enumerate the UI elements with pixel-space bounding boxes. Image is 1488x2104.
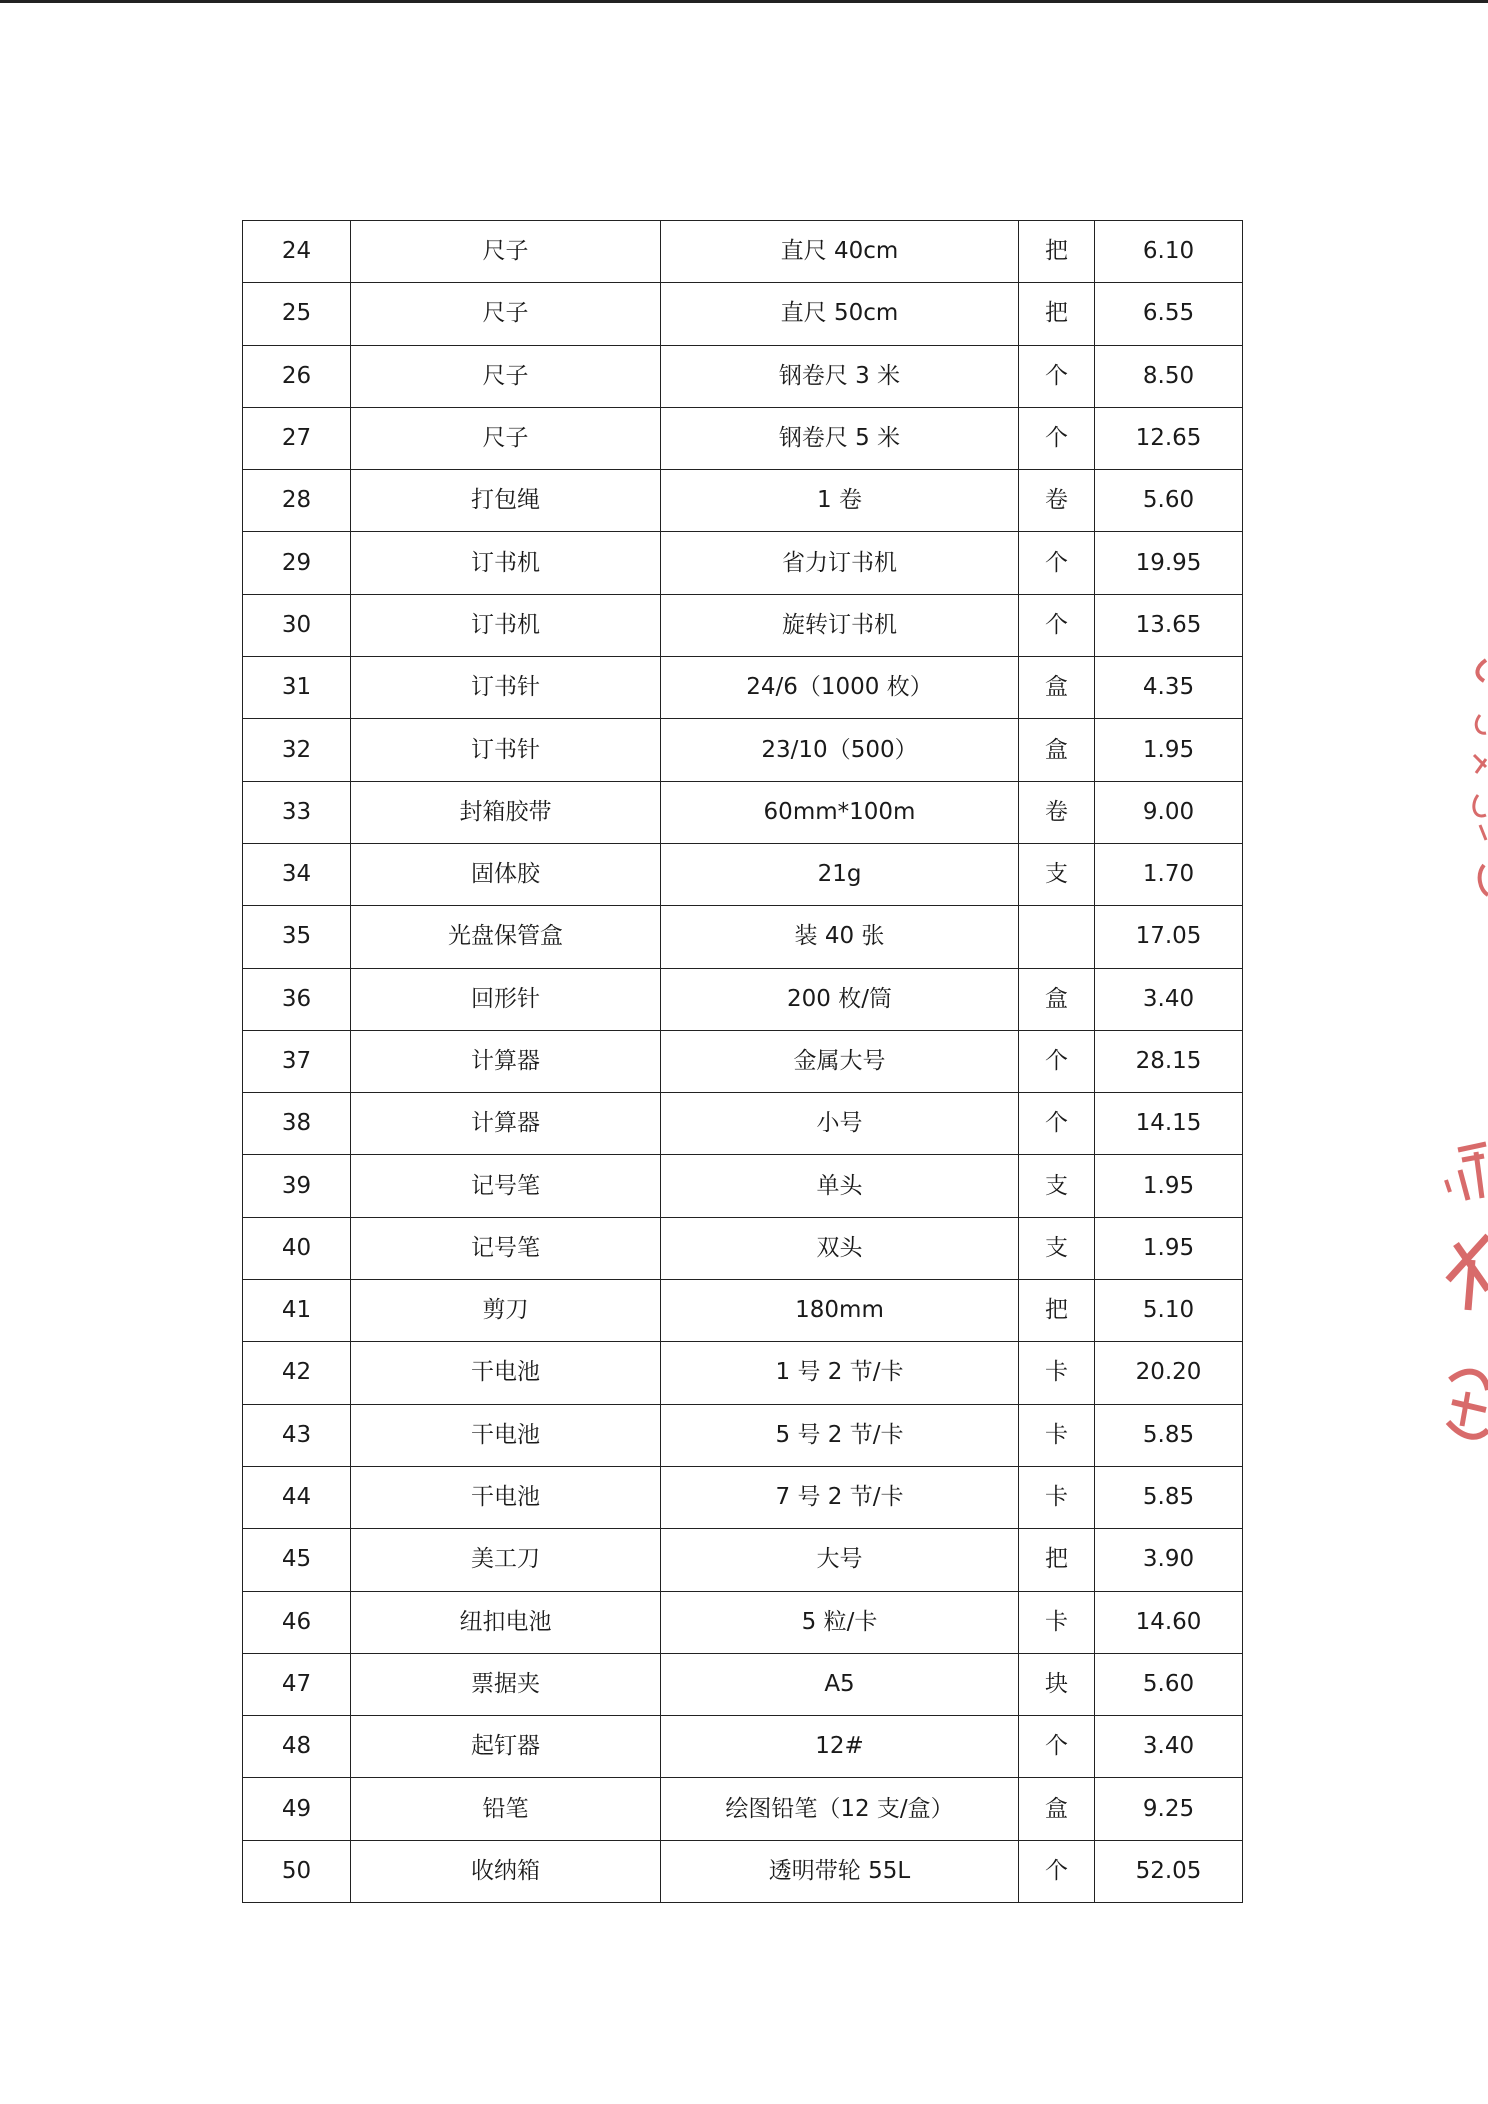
cell-item-name: 订书针 bbox=[351, 657, 661, 719]
cell-number: 49 bbox=[243, 1778, 351, 1840]
cell-unit: 个 bbox=[1019, 1716, 1095, 1778]
cell-price: 17.05 bbox=[1095, 906, 1243, 968]
table-row bbox=[243, 906, 1243, 968]
cell-price: 8.50 bbox=[1095, 345, 1243, 407]
cell-specification: 7 号 2 节/卡 bbox=[661, 1466, 1019, 1528]
cell-number: 32 bbox=[243, 719, 351, 781]
cell-item-name: 打包绳 bbox=[351, 470, 661, 532]
cell-item-name: 尺子 bbox=[351, 221, 661, 283]
cell-item-name: 光盘保管盒 bbox=[351, 906, 661, 968]
cell-item-name: 尺子 bbox=[351, 283, 661, 345]
cell-number: 24 bbox=[243, 221, 351, 283]
cell-number: 36 bbox=[243, 968, 351, 1030]
table-row bbox=[243, 1155, 1243, 1217]
cell-item-name: 订书针 bbox=[351, 719, 661, 781]
cell-item-name: 干电池 bbox=[351, 1342, 661, 1404]
cell-unit: 支 bbox=[1019, 843, 1095, 905]
cell-number: 37 bbox=[243, 1030, 351, 1092]
cell-number: 46 bbox=[243, 1591, 351, 1653]
cell-specification: 60mm*100m bbox=[661, 781, 1019, 843]
table-row bbox=[243, 968, 1243, 1030]
cell-item-name: 铅笔 bbox=[351, 1778, 661, 1840]
cell-item-name: 尺子 bbox=[351, 345, 661, 407]
cell-specification: 180mm bbox=[661, 1280, 1019, 1342]
cell-specification: 200 枚/筒 bbox=[661, 968, 1019, 1030]
cell-number: 43 bbox=[243, 1404, 351, 1466]
cell-price: 1.70 bbox=[1095, 843, 1243, 905]
cell-specification: 23/10（500） bbox=[661, 719, 1019, 781]
cell-unit: 个 bbox=[1019, 532, 1095, 594]
cell-unit: 盒 bbox=[1019, 657, 1095, 719]
cell-price: 6.10 bbox=[1095, 221, 1243, 283]
cell-specification: 省力订书机 bbox=[661, 532, 1019, 594]
cell-price: 5.60 bbox=[1095, 1653, 1243, 1715]
cell-specification: 21g bbox=[661, 843, 1019, 905]
cell-specification: 金属大号 bbox=[661, 1030, 1019, 1092]
cell-specification: 1 号 2 节/卡 bbox=[661, 1342, 1019, 1404]
cell-specification: 24/6（1000 枚） bbox=[661, 657, 1019, 719]
cell-item-name: 订书机 bbox=[351, 594, 661, 656]
cell-price: 28.15 bbox=[1095, 1030, 1243, 1092]
cell-unit: 个 bbox=[1019, 1840, 1095, 1902]
cell-specification: 直尺 40cm bbox=[661, 221, 1019, 283]
cell-price: 12.65 bbox=[1095, 407, 1243, 469]
cell-unit: 个 bbox=[1019, 1030, 1095, 1092]
table-row bbox=[243, 657, 1243, 719]
cell-price: 3.40 bbox=[1095, 1716, 1243, 1778]
table-row bbox=[243, 345, 1243, 407]
cell-number: 25 bbox=[243, 283, 351, 345]
cell-number: 44 bbox=[243, 1466, 351, 1528]
cell-number: 48 bbox=[243, 1716, 351, 1778]
cell-item-name: 美工刀 bbox=[351, 1529, 661, 1591]
cell-specification: 绘图铅笔（12 支/盒） bbox=[661, 1778, 1019, 1840]
table-row bbox=[243, 470, 1243, 532]
cell-unit: 把 bbox=[1019, 1280, 1095, 1342]
cell-specification: 12# bbox=[661, 1716, 1019, 1778]
cell-number: 40 bbox=[243, 1217, 351, 1279]
cell-item-name: 封箱胶带 bbox=[351, 781, 661, 843]
cell-price: 14.60 bbox=[1095, 1591, 1243, 1653]
cell-specification: 装 40 张 bbox=[661, 906, 1019, 968]
table-row bbox=[243, 1466, 1243, 1528]
cell-item-name: 计算器 bbox=[351, 1093, 661, 1155]
seal-stamp-fragment-middle bbox=[1438, 1140, 1488, 1480]
cell-specification: 直尺 50cm bbox=[661, 283, 1019, 345]
cell-unit: 块 bbox=[1019, 1653, 1095, 1715]
cell-price: 5.85 bbox=[1095, 1404, 1243, 1466]
cell-item-name: 记号笔 bbox=[351, 1155, 661, 1217]
seal-stamp-fragment-top bbox=[1458, 655, 1488, 905]
cell-unit: 把 bbox=[1019, 1529, 1095, 1591]
cell-price: 3.40 bbox=[1095, 968, 1243, 1030]
cell-specification: 透明带轮 55L bbox=[661, 1840, 1019, 1902]
cell-number: 41 bbox=[243, 1280, 351, 1342]
cell-item-name: 固体胶 bbox=[351, 843, 661, 905]
cell-number: 28 bbox=[243, 470, 351, 532]
cell-price: 20.20 bbox=[1095, 1342, 1243, 1404]
cell-price: 5.60 bbox=[1095, 470, 1243, 532]
cell-price: 5.10 bbox=[1095, 1280, 1243, 1342]
cell-number: 39 bbox=[243, 1155, 351, 1217]
cell-number: 47 bbox=[243, 1653, 351, 1715]
cell-specification: 5 号 2 节/卡 bbox=[661, 1404, 1019, 1466]
cell-unit: 个 bbox=[1019, 345, 1095, 407]
table-row bbox=[243, 843, 1243, 905]
cell-number: 31 bbox=[243, 657, 351, 719]
top-border-line bbox=[0, 0, 1488, 3]
cell-number: 29 bbox=[243, 532, 351, 594]
price-table bbox=[242, 220, 1243, 1903]
cell-unit: 把 bbox=[1019, 221, 1095, 283]
table-row bbox=[243, 1030, 1243, 1092]
cell-number: 35 bbox=[243, 906, 351, 968]
cell-unit: 盒 bbox=[1019, 1778, 1095, 1840]
cell-specification: 旋转订书机 bbox=[661, 594, 1019, 656]
cell-unit: 卡 bbox=[1019, 1591, 1095, 1653]
table-row bbox=[243, 407, 1243, 469]
cell-unit: 卡 bbox=[1019, 1404, 1095, 1466]
cell-number: 38 bbox=[243, 1093, 351, 1155]
table-row bbox=[243, 1217, 1243, 1279]
cell-item-name: 订书机 bbox=[351, 532, 661, 594]
cell-specification: 小号 bbox=[661, 1093, 1019, 1155]
cell-price: 6.55 bbox=[1095, 283, 1243, 345]
table-body bbox=[243, 221, 1243, 1903]
cell-price: 9.25 bbox=[1095, 1778, 1243, 1840]
table-row bbox=[243, 532, 1243, 594]
cell-unit: 卷 bbox=[1019, 470, 1095, 532]
cell-price: 1.95 bbox=[1095, 719, 1243, 781]
cell-item-name: 票据夹 bbox=[351, 1653, 661, 1715]
cell-item-name: 收纳箱 bbox=[351, 1840, 661, 1902]
cell-price: 13.65 bbox=[1095, 594, 1243, 656]
cell-item-name: 剪刀 bbox=[351, 1280, 661, 1342]
cell-item-name: 干电池 bbox=[351, 1466, 661, 1528]
cell-unit: 支 bbox=[1019, 1155, 1095, 1217]
table-row bbox=[243, 719, 1243, 781]
table-row bbox=[243, 594, 1243, 656]
table-row bbox=[243, 283, 1243, 345]
cell-specification: 钢卷尺 5 米 bbox=[661, 407, 1019, 469]
cell-item-name: 计算器 bbox=[351, 1030, 661, 1092]
cell-number: 45 bbox=[243, 1529, 351, 1591]
cell-specification: 1 卷 bbox=[661, 470, 1019, 532]
cell-price: 52.05 bbox=[1095, 1840, 1243, 1902]
cell-item-name: 干电池 bbox=[351, 1404, 661, 1466]
cell-number: 30 bbox=[243, 594, 351, 656]
table-row bbox=[243, 1529, 1243, 1591]
cell-unit: 支 bbox=[1019, 1217, 1095, 1279]
cell-price: 1.95 bbox=[1095, 1155, 1243, 1217]
cell-price: 3.90 bbox=[1095, 1529, 1243, 1591]
cell-specification: A5 bbox=[661, 1653, 1019, 1715]
cell-item-name: 回形针 bbox=[351, 968, 661, 1030]
cell-price: 1.95 bbox=[1095, 1217, 1243, 1279]
cell-price: 14.15 bbox=[1095, 1093, 1243, 1155]
cell-price: 4.35 bbox=[1095, 657, 1243, 719]
cell-item-name: 尺子 bbox=[351, 407, 661, 469]
cell-number: 34 bbox=[243, 843, 351, 905]
cell-unit: 盒 bbox=[1019, 968, 1095, 1030]
table-row bbox=[243, 1778, 1243, 1840]
cell-price: 5.85 bbox=[1095, 1466, 1243, 1528]
cell-specification: 单头 bbox=[661, 1155, 1019, 1217]
cell-unit: 个 bbox=[1019, 407, 1095, 469]
cell-number: 26 bbox=[243, 345, 351, 407]
cell-unit: 卡 bbox=[1019, 1342, 1095, 1404]
cell-unit: 卡 bbox=[1019, 1466, 1095, 1528]
cell-number: 33 bbox=[243, 781, 351, 843]
cell-price: 19.95 bbox=[1095, 532, 1243, 594]
cell-price: 9.00 bbox=[1095, 781, 1243, 843]
cell-specification: 双头 bbox=[661, 1217, 1019, 1279]
cell-specification: 钢卷尺 3 米 bbox=[661, 345, 1019, 407]
table-row bbox=[243, 1093, 1243, 1155]
cell-number: 27 bbox=[243, 407, 351, 469]
cell-unit bbox=[1019, 906, 1095, 968]
cell-number: 50 bbox=[243, 1840, 351, 1902]
table-row bbox=[243, 1653, 1243, 1715]
cell-unit: 卷 bbox=[1019, 781, 1095, 843]
cell-item-name: 起钉器 bbox=[351, 1716, 661, 1778]
table-row bbox=[243, 1342, 1243, 1404]
cell-unit: 个 bbox=[1019, 1093, 1095, 1155]
table-row bbox=[243, 781, 1243, 843]
table-row bbox=[243, 1404, 1243, 1466]
cell-item-name: 记号笔 bbox=[351, 1217, 661, 1279]
table-row bbox=[243, 221, 1243, 283]
cell-unit: 个 bbox=[1019, 594, 1095, 656]
cell-unit: 把 bbox=[1019, 283, 1095, 345]
table-row bbox=[243, 1280, 1243, 1342]
cell-item-name: 纽扣电池 bbox=[351, 1591, 661, 1653]
cell-specification: 5 粒/卡 bbox=[661, 1591, 1019, 1653]
table-row bbox=[243, 1840, 1243, 1902]
cell-number: 42 bbox=[243, 1342, 351, 1404]
table-row bbox=[243, 1716, 1243, 1778]
table-row bbox=[243, 1591, 1243, 1653]
cell-unit: 盒 bbox=[1019, 719, 1095, 781]
cell-specification: 大号 bbox=[661, 1529, 1019, 1591]
